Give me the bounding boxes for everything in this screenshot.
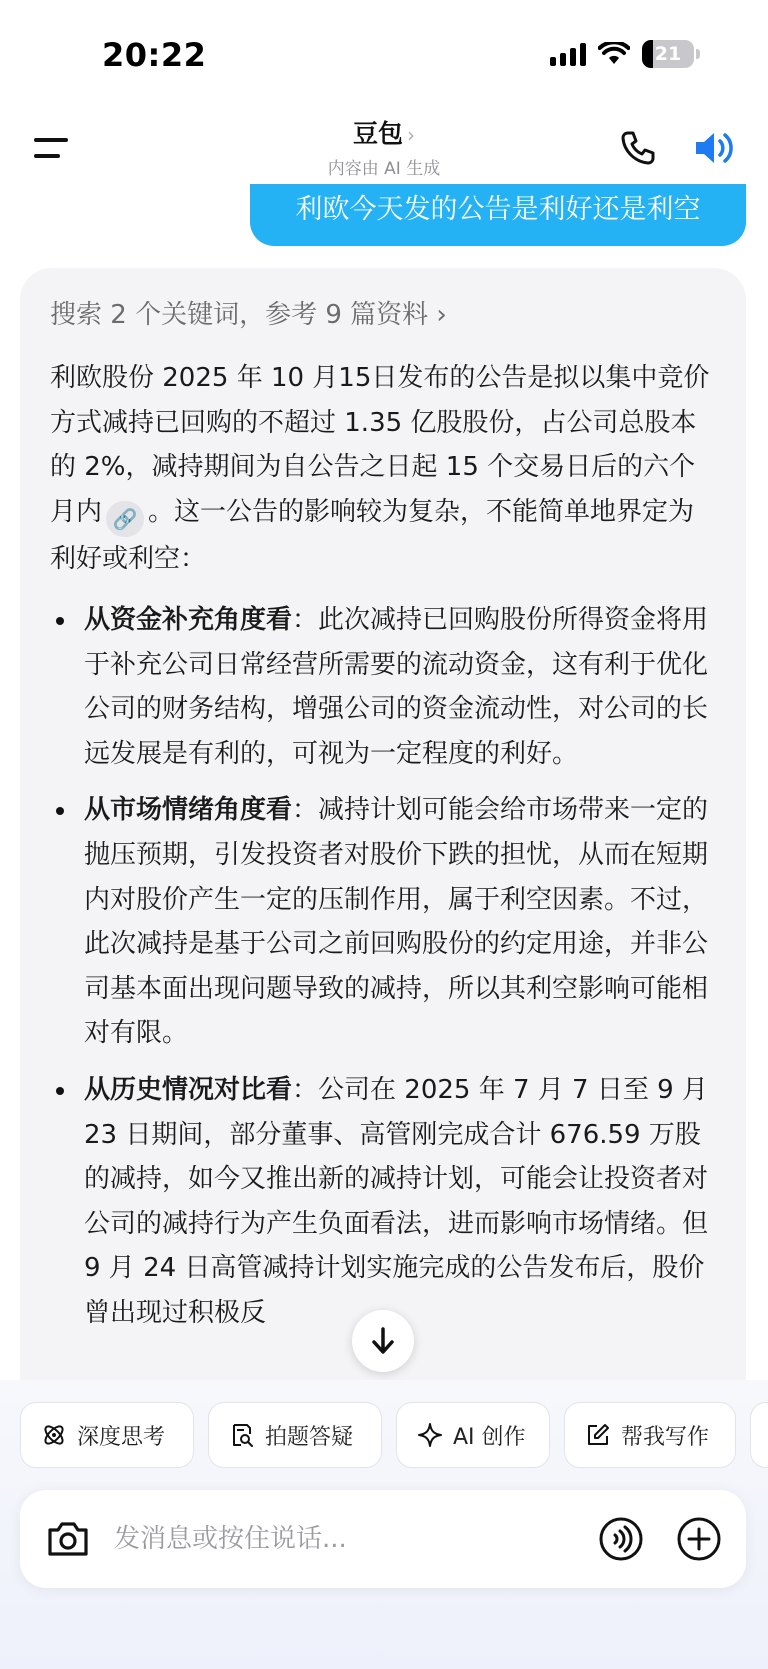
user-message-bubble: 利欧今天发的公告是利好还是利空: [250, 184, 746, 246]
camera-icon[interactable]: [46, 1518, 90, 1560]
search-references-link[interactable]: 搜索 2 个关键词，参考 9 篇资料 ›: [50, 300, 447, 330]
status-icons: [550, 40, 700, 68]
chip-label: 拍题答疑: [265, 1424, 354, 1450]
answer-intro-text: 利欧股份 2025 年 10 月15日发布的公告是拟以集中竞价方式减持已回购的不超过 1.35 亿股股份，占公司总股本的 2%，减持期间为自公告之日起 15 个交易日后的六个月内: [50, 363, 710, 527]
quick-action-more[interactable]: [750, 1402, 768, 1468]
chip-label: 深度思考: [77, 1424, 166, 1450]
arrow-down-icon: [370, 1326, 396, 1356]
scan-question-icon: [229, 1422, 255, 1448]
bullet-text: ：此次减持已回购股份所得资金将用于补充公司日常经营所需要的流动资金，这有利于优化公司的财务结构，增强公司的资金流动性，对公司的长远发展是有利的，可视为一定程度的利好。: [84, 605, 709, 769]
battery-level: 21: [654, 43, 682, 65]
bullet-heading: 从资金补充角度看: [84, 605, 293, 635]
source-link-icon[interactable]: 🔗: [106, 501, 144, 537]
quick-action-ai-create[interactable]: [396, 1402, 550, 1468]
quick-action-deep-think[interactable]: [20, 1402, 194, 1468]
message-input[interactable]: [114, 1516, 494, 1562]
phone-icon[interactable]: [618, 128, 658, 168]
composer-area: [0, 1380, 768, 1669]
chevron-right-icon: ›: [407, 123, 415, 147]
voice-input-icon[interactable]: [598, 1516, 644, 1562]
wifi-icon: [598, 42, 630, 66]
ai-answer-card: [20, 268, 746, 1408]
status-bar: [0, 0, 768, 110]
bullet-text: ：公司在 2025 年 7 月 7 日至 9 月 23 日期间，部分董事、高管刚完成合计 676.59 万股的减持，如今又推出新的减持计划，可能会让投资者对公司的减持行为产生负面看法，进而影响市场情绪。但 9 月 24 日高管减持计划实施完成的公告发布后，股价曾出现过积极反: [84, 1074, 709, 1328]
chip-label: AI 创作: [453, 1424, 526, 1450]
bullet-text: ：减持计划可能会给市场带来一定的抛压预期，引发投资者对股价下跌的担忧，从而在短期内对股价产生一定的压制作用，属于利空因素。不过，此次减持是基于公司之前回购股份的约定用途，并非公司基本面出现问题导致的减持，所以其利空影响可能相对有限。: [84, 795, 709, 1049]
chat-title: 豆包: [352, 119, 403, 148]
answer-bullet-funding: [50, 598, 726, 776]
answer-bullet-list: [50, 598, 726, 1348]
atom-icon: [41, 1422, 67, 1448]
chip-label: 帮我写作: [621, 1424, 710, 1450]
bullet-heading: 从市场情绪角度看: [84, 795, 293, 826]
status-time: 20:22: [102, 36, 207, 74]
sparkle-icon: [417, 1422, 443, 1448]
quick-action-photo-question[interactable]: [208, 1402, 382, 1468]
answer-intro: [50, 356, 720, 581]
plus-icon[interactable]: [676, 1516, 722, 1562]
bullet-heading: 从历史情况对比看: [84, 1074, 293, 1105]
speaker-icon[interactable]: [692, 128, 738, 168]
answer-bullet-history: [50, 1068, 726, 1336]
answer-bullet-sentiment: [50, 788, 726, 1056]
cellular-signal-icon: [550, 42, 586, 66]
answer-intro-text-2: 。这一公告的影响较为复杂，不能简单地界定为利好或利空：: [50, 496, 695, 574]
battery-cap: [696, 49, 700, 59]
chat-header: [0, 110, 768, 186]
message-composer: [20, 1490, 746, 1588]
edit-icon: [585, 1422, 611, 1448]
quick-action-bar: [20, 1402, 768, 1468]
ai-disclaimer: 内容由 AI 生成: [327, 159, 441, 179]
battery-icon: [642, 40, 694, 68]
scroll-to-bottom-button[interactable]: [352, 1310, 414, 1372]
quick-action-help-write[interactable]: [564, 1402, 736, 1468]
